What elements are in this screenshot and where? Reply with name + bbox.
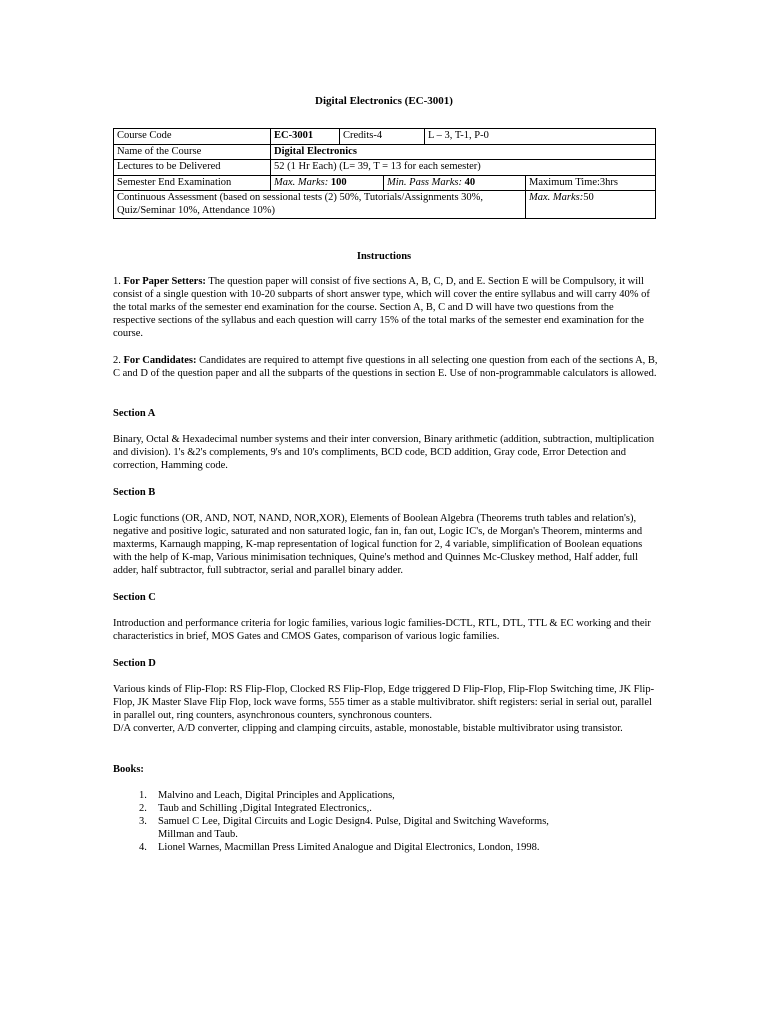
instruction-text: Candidates are required to attempt five questions in all selecting one question from each of the sections A, B, C and D of the question paper and all the subparts of the questions in section E. Use of non-programmable calculators is allowed. <box>113 355 658 379</box>
section-c-body: Introduction and performance criteria for logic families, various logic families-DCTL, RTL, DTL, TTL & EC working and their characteristics in brief, MOS Gates and CMOS Gates, comparison of various logic families. <box>113 618 651 642</box>
book-number: 1. <box>139 790 147 801</box>
instruction-paper-setters <box>113 275 658 340</box>
section-a-body: Binary, Octal & Hexadecimal number systems and their inter conversion, Binary arithmetic (addition, subtraction, multiplication and division). 1's &2's complements, 9's and 10's compliments, BCD code, BCD addition, Gray code, Error Detection and correction, Hamming code. <box>113 434 655 471</box>
max-marks-value: 100 <box>330 176 347 188</box>
instructions-heading: Instructions <box>356 251 412 262</box>
book-number: 4. <box>139 842 147 853</box>
course-name-label: Name of the Course <box>114 144 271 160</box>
books-list <box>113 789 613 854</box>
list-item <box>113 802 613 815</box>
book-number: 2. <box>139 803 147 814</box>
list-item <box>113 789 613 802</box>
list-item <box>113 841 613 854</box>
ca-marks-value: 50 <box>583 192 594 203</box>
table-row <box>114 160 656 176</box>
books-heading: Books: <box>113 764 144 775</box>
ca-marks-label: Max. Marks: <box>529 192 584 203</box>
section-a-text <box>113 433 658 472</box>
exam-label: Semester End Examination <box>114 175 271 191</box>
book-number: 3. <box>139 816 147 827</box>
instruction-number: 1. <box>113 276 121 287</box>
course-code-label: Course Code <box>114 129 271 145</box>
max-marks-label: Max. Marks: <box>274 176 329 188</box>
continuous-assessment-text: Continuous Assessment (based on sessional tests (2) 50%, Tutorials/Assignments 30%, Quiz/Seminar 10%, Attendance 10%) <box>114 191 526 219</box>
instruction-lead: For Candidates: <box>123 355 197 366</box>
section-d-text <box>113 683 658 735</box>
book-text: Samuel C Lee, Digital Circuits and Logic Design4. Pulse, Digital and Switching Waveforms, Millman and Taub. <box>158 816 549 840</box>
ltp-value: L – 3, T-1, P-0 <box>425 129 656 145</box>
section-d-heading: Section D <box>113 658 156 669</box>
section-d-body-2: D/A converter, A/D converter, clipping and clamping circuits, astable, monostable, bistable multivibrator using transistor. <box>113 723 623 734</box>
book-text: Taub and Schilling ,Digital Integrated Electronics,. <box>158 803 372 814</box>
max-marks-cell <box>271 175 384 191</box>
ca-marks-cell <box>526 191 656 219</box>
min-pass-label: Min. Pass Marks: <box>387 176 462 188</box>
table-row <box>114 129 656 145</box>
min-pass-value: 40 <box>464 176 476 188</box>
list-item <box>113 815 613 841</box>
book-text: Malvino and Leach, Digital Principles and Applications, <box>158 790 395 801</box>
section-d-body: Various kinds of Flip-Flop: RS Flip-Flop, Clocked RS Flip-Flop, Edge triggered D Flip-Flop, Flip-Flop Switching time, JK Flip-Flop, JK Master Slave Flip Flop, lock wave forms, 555 timer as a stable multivibrator. shift registers: serial in serial out, parallel in parallel out, ring counters, asynchronous counters, synchronous counters. <box>113 684 655 721</box>
book-text: Lionel Warnes, Macmillan Press Limited Analogue and Digital Electronics, London, 1998. <box>158 842 540 853</box>
instruction-text: The question paper will consist of five sections A, B, C, D, and E. Section E will be Compulsory, it will consist of a single question with 10-20 subparts of short answer type, which will cover the entire syllabus and will carry 40% of the total marks of the semester end examination for the course. Section A, B, C and D will have two questions from the respective sections of the syllabus and each question will carry 15% of the total marks of the semester end examination for the course. <box>113 276 650 339</box>
table-row <box>114 144 656 160</box>
instruction-candidates <box>113 354 658 380</box>
table-row <box>114 175 656 191</box>
course-code-value: EC-3001 <box>271 129 340 145</box>
document-title: Digital Electronics (EC-3001) <box>315 95 453 107</box>
course-info-table <box>113 128 656 219</box>
section-c-text <box>113 617 658 643</box>
lectures-value: 52 (1 Hr Each) (L= 39, T = 13 for each semester) <box>271 160 656 176</box>
instruction-number: 2. <box>113 355 121 366</box>
section-b-text <box>113 512 658 577</box>
section-c-heading: Section C <box>113 592 156 603</box>
course-name-value: Digital Electronics <box>271 144 656 160</box>
section-b-body: Logic functions (OR, AND, NOT, NAND, NOR,XOR), Elements of Boolean Algebra (Theorems truth tables and relation's), negative and positive logic, saturated and non saturated logic, fan in, fan out, Logic IC's, de Morgan's Theorem, minterms and maxterms, Karnaugh mapping, K-map representation of logical function for 2, 4 variable, simplification of Boolean equations with the help of K-map, Various minimisation techniques, Quine's method and Quinnes Mc-Cluskey method, Half adder, full adder, half subtractor, full subtractor, serial and parallel binary adder. <box>113 513 643 576</box>
min-pass-cell <box>384 175 526 191</box>
max-time-value: Maximum Time:3hrs <box>526 175 656 191</box>
section-b-heading: Section B <box>113 487 156 498</box>
section-a-heading: Section A <box>113 408 156 419</box>
instruction-lead: For Paper Setters: <box>123 276 206 287</box>
credits-value: Credits-4 <box>340 129 425 145</box>
table-row <box>114 191 656 219</box>
lectures-label: Lectures to be Delivered <box>114 160 271 176</box>
